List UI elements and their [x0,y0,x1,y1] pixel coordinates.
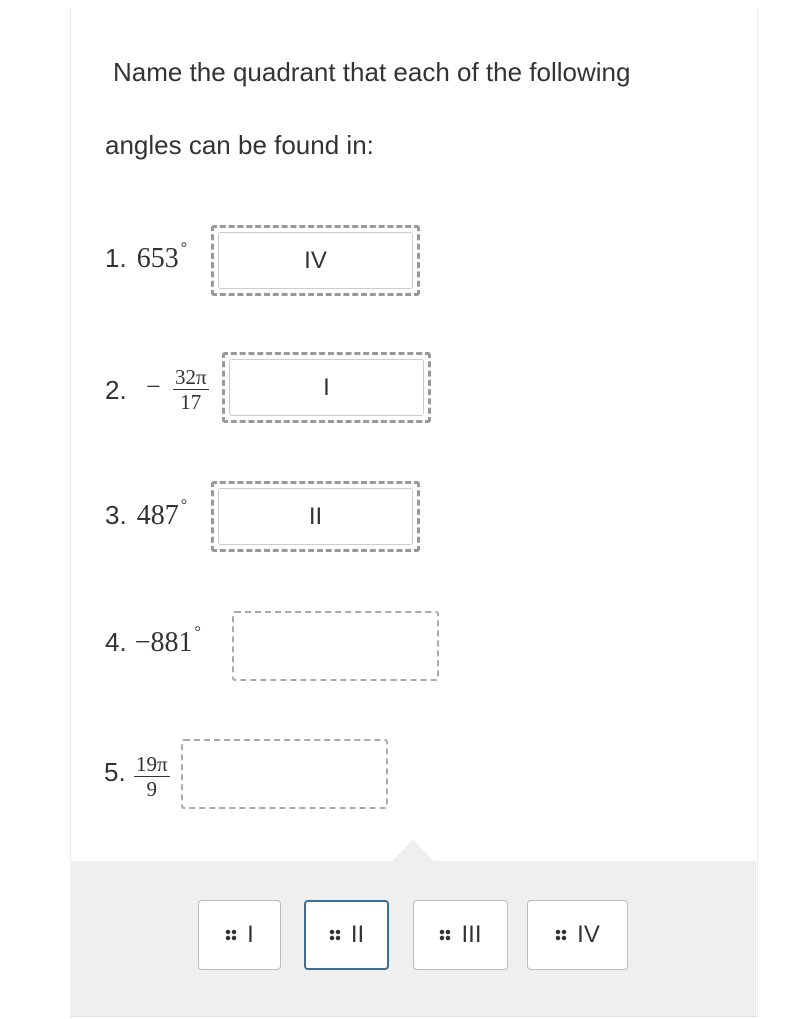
answer-dropzone-4[interactable] [232,611,439,681]
option-I[interactable] [198,900,281,970]
angle-fraction-2 [173,365,209,414]
answer-dropzone-1[interactable] [211,225,420,296]
option-III[interactable] [413,900,508,970]
option-II[interactable] [304,900,389,970]
question-number: 2. [105,375,127,405]
prompt-line-2: angles can be found in: [105,130,374,160]
question-3 [105,497,187,532]
minus-sign: − [146,372,161,401]
option-label: III [461,921,482,948]
prompt-line-1: Name the quadrant that each of the following [113,57,631,87]
degree-symbol: ° [180,240,188,257]
answer-dropzone-2[interactable] [222,352,431,423]
option-label: I [247,921,254,948]
answer-chip[interactable]: I [229,359,424,416]
angle-value: 653 [136,243,179,274]
fraction-denominator: 9 [146,777,158,801]
question-number: 4. [105,627,127,657]
option-label: II [350,921,365,948]
degree-symbol: ° [194,624,201,641]
question-number: 1. [105,243,127,273]
option-label: IV [577,921,600,948]
angle-value: 487 [136,500,179,531]
question-2-number [105,375,127,406]
option-IV[interactable] [527,900,628,970]
answer-chip[interactable]: II [218,488,413,545]
degree-symbol: ° [180,497,188,514]
tray-pointer [391,840,435,862]
drag-handle-icon [329,929,341,941]
drag-handle-icon [439,929,451,941]
drag-handle-icon [555,929,567,941]
fraction-numerator: 32π [175,365,207,389]
question-number: 3. [105,500,127,530]
question-4 [105,624,201,659]
answer-dropzone-5[interactable] [181,739,388,809]
answer-chip[interactable]: IV [218,232,413,289]
question-number: 5. [104,757,126,787]
question-1 [105,240,187,275]
fraction-denominator: 17 [180,390,202,414]
question-5-number [104,757,126,788]
drag-handle-icon [225,929,237,941]
angle-value: −881 [134,627,193,658]
answer-dropzone-3[interactable] [211,481,420,552]
fraction-numerator: 19π [136,752,168,776]
angle-fraction-5 [134,752,170,801]
